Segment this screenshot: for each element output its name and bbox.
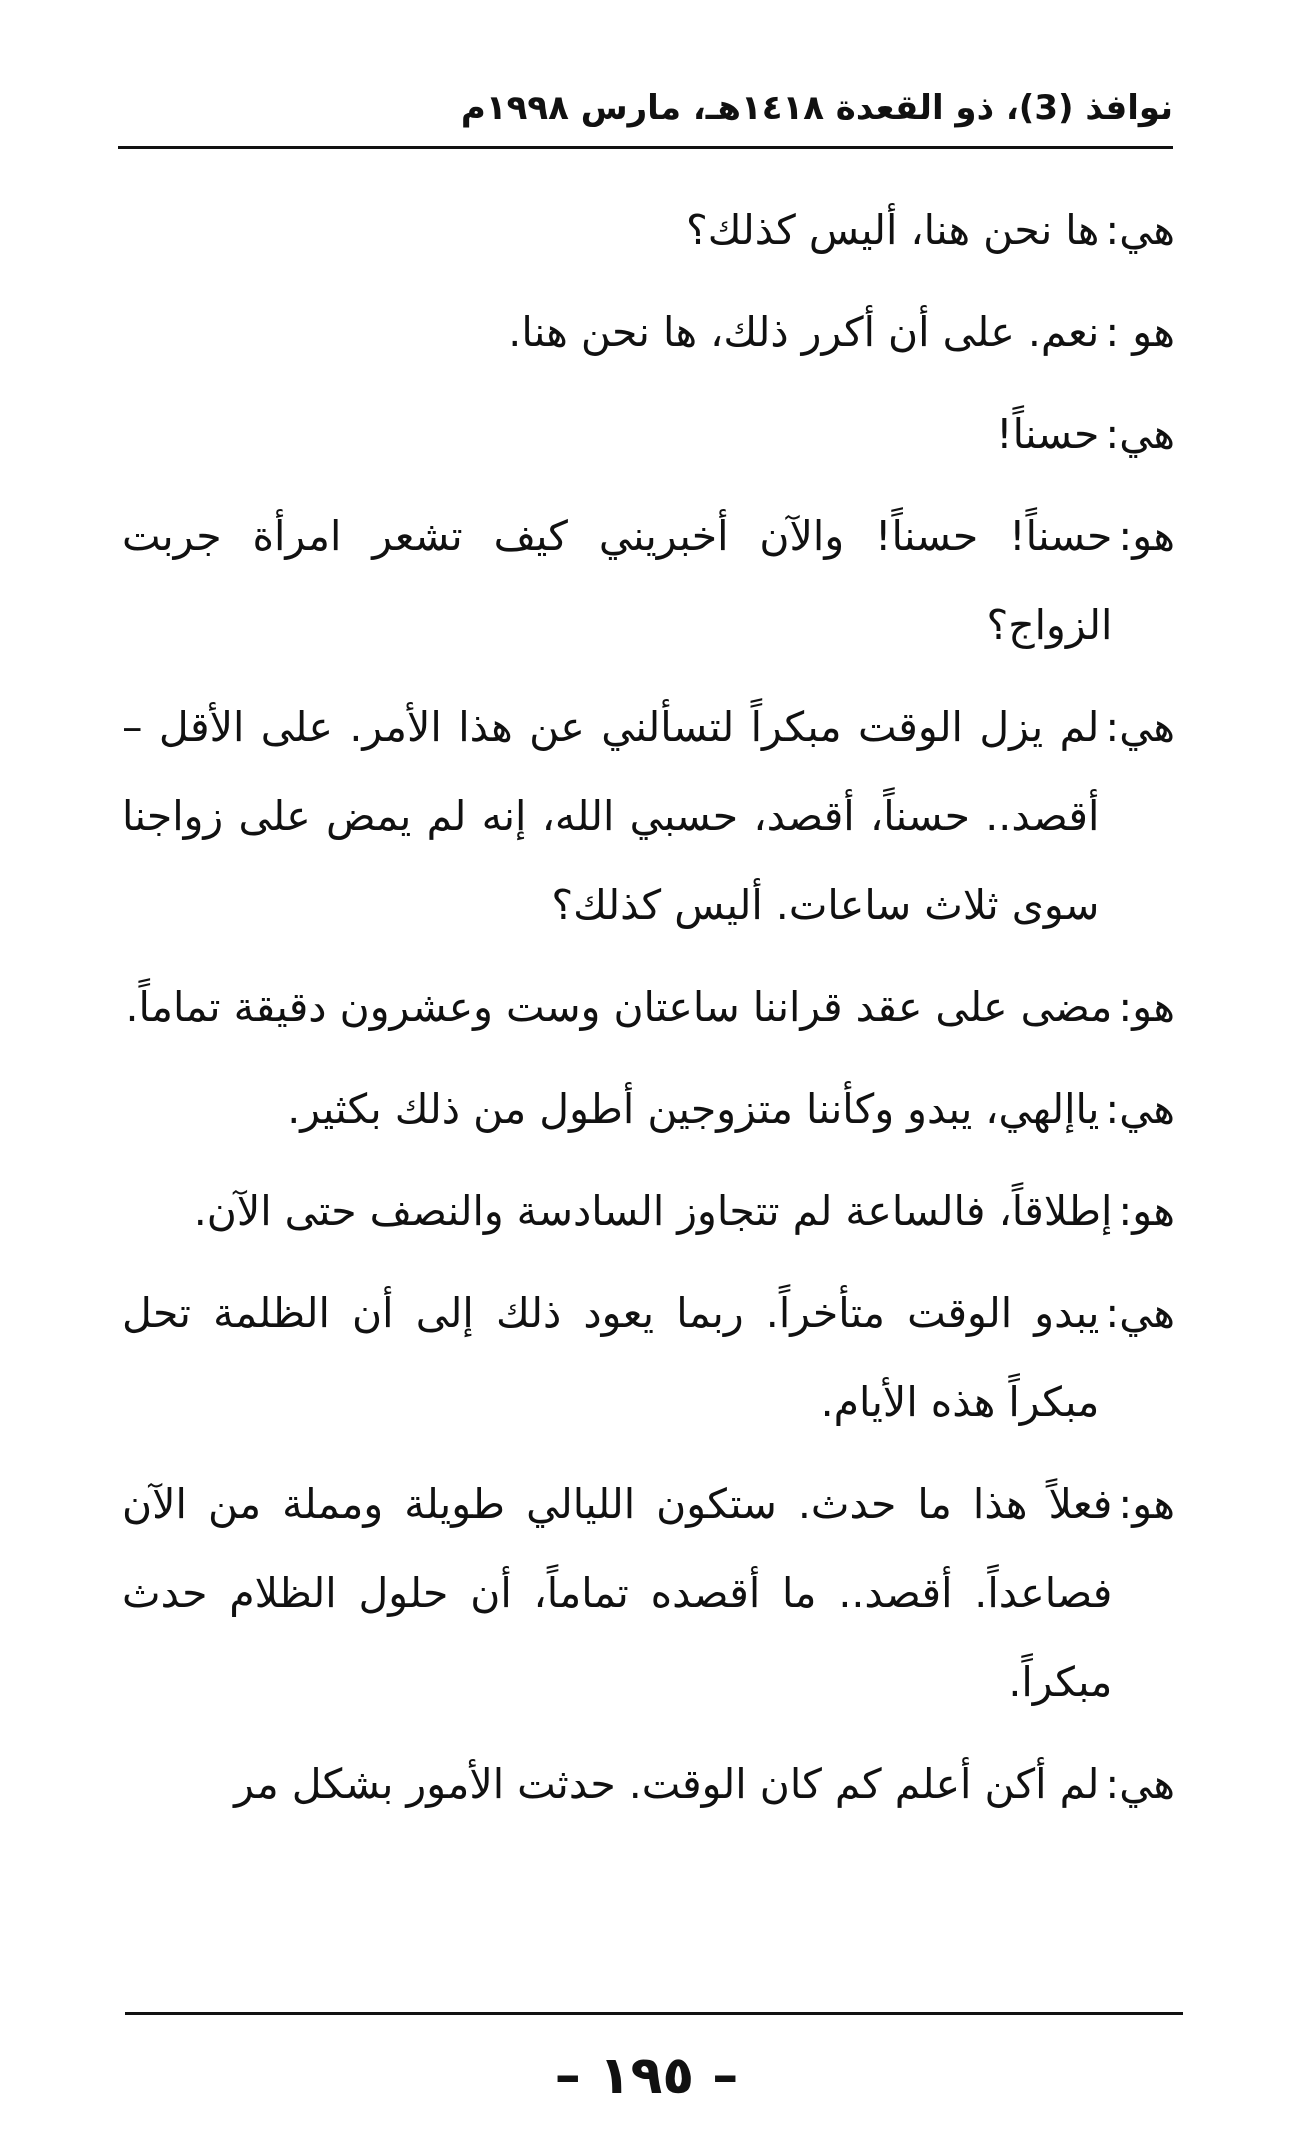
page-number: – ١٩٥ – <box>554 2046 739 2106</box>
utterance-text: نعم. على أن أكرر ذلك، ها نحن هنا. <box>508 308 1100 356</box>
footer-divider <box>125 2012 1183 2015</box>
utterance-text: يبدو الوقت متأخراً. ربما يعود ذلك إلى أن الظلمة تحل مبكراً هذه الأيام. <box>122 1289 1100 1426</box>
speaker-label: هو: <box>1118 1187 1175 1235</box>
header-divider <box>118 146 1173 149</box>
utterance-text: ها نحن هنا، أليس كذلك؟ <box>685 206 1100 254</box>
speaker-label: هي: <box>1105 1289 1175 1337</box>
dialogue-line <box>122 492 1175 670</box>
dialogue-line <box>122 1460 1175 1727</box>
speaker-label: هي: <box>1105 1085 1175 1133</box>
dialogue-line <box>122 963 1175 1052</box>
dialogue-line <box>122 683 1175 950</box>
speaker-label: هي: <box>1105 206 1175 254</box>
utterance-text: حسناً! <box>996 410 1100 458</box>
dialogue-line <box>122 1740 1175 1829</box>
dialogue-line <box>122 1269 1175 1447</box>
speaker-label: هو: <box>1118 512 1175 560</box>
dialogue-line <box>122 1065 1175 1154</box>
utterance-text: حسناً! حسناً! والآن أخبريني كيف تشعر امرأة جربت الزواج؟ <box>122 512 1113 649</box>
utterance-text: فعلاً هذا ما حدث. ستكون الليالي طويلة ومملة من الآن فصاعداً. أقصد.. ما أقصده تماماً، أن حلول الظلام حدث مبكراً. <box>122 1480 1113 1706</box>
speaker-label: هي: <box>1105 410 1175 458</box>
dialogue-line <box>122 390 1175 479</box>
speaker-label: هو: <box>1118 1480 1175 1528</box>
speaker-label: هي: <box>1105 1760 1175 1808</box>
dialogue-body <box>122 186 1175 1842</box>
speaker-label: هو: <box>1118 983 1175 1031</box>
speaker-label: هي: <box>1105 703 1175 751</box>
utterance-text: مضى على عقد قراننا ساعتان وست وعشرون دقيقة تماماً. <box>125 983 1113 1031</box>
dialogue-line <box>122 186 1175 275</box>
dialogue-line <box>122 288 1175 377</box>
running-header: نوافذ (3)، ذو القعدة ١٤١٨هـ، مارس ١٩٩٨م <box>460 88 1173 128</box>
utterance-text: لم يزل الوقت مبكراً لتسألني عن هذا الأمر. على الأقل – أقصد.. حسناً، أقصد، حسبي الله، إنه لم يمض على زواجنا سوى ثلاث ساعات. أليس كذلك؟ <box>122 703 1100 929</box>
speaker-label: هو : <box>1105 308 1175 356</box>
dialogue-line <box>122 1167 1175 1256</box>
utterance-text: إطلاقاً، فالساعة لم تتجاوز السادسة والنصف حتى الآن. <box>193 1187 1113 1235</box>
utterance-text: ياإلهي، يبدو وكأننا متزوجين أطول من ذلك بكثير. <box>287 1085 1100 1133</box>
utterance-text: لم أكن أعلم كم كان الوقت. حدثت الأمور بشكل مر <box>234 1760 1100 1808</box>
